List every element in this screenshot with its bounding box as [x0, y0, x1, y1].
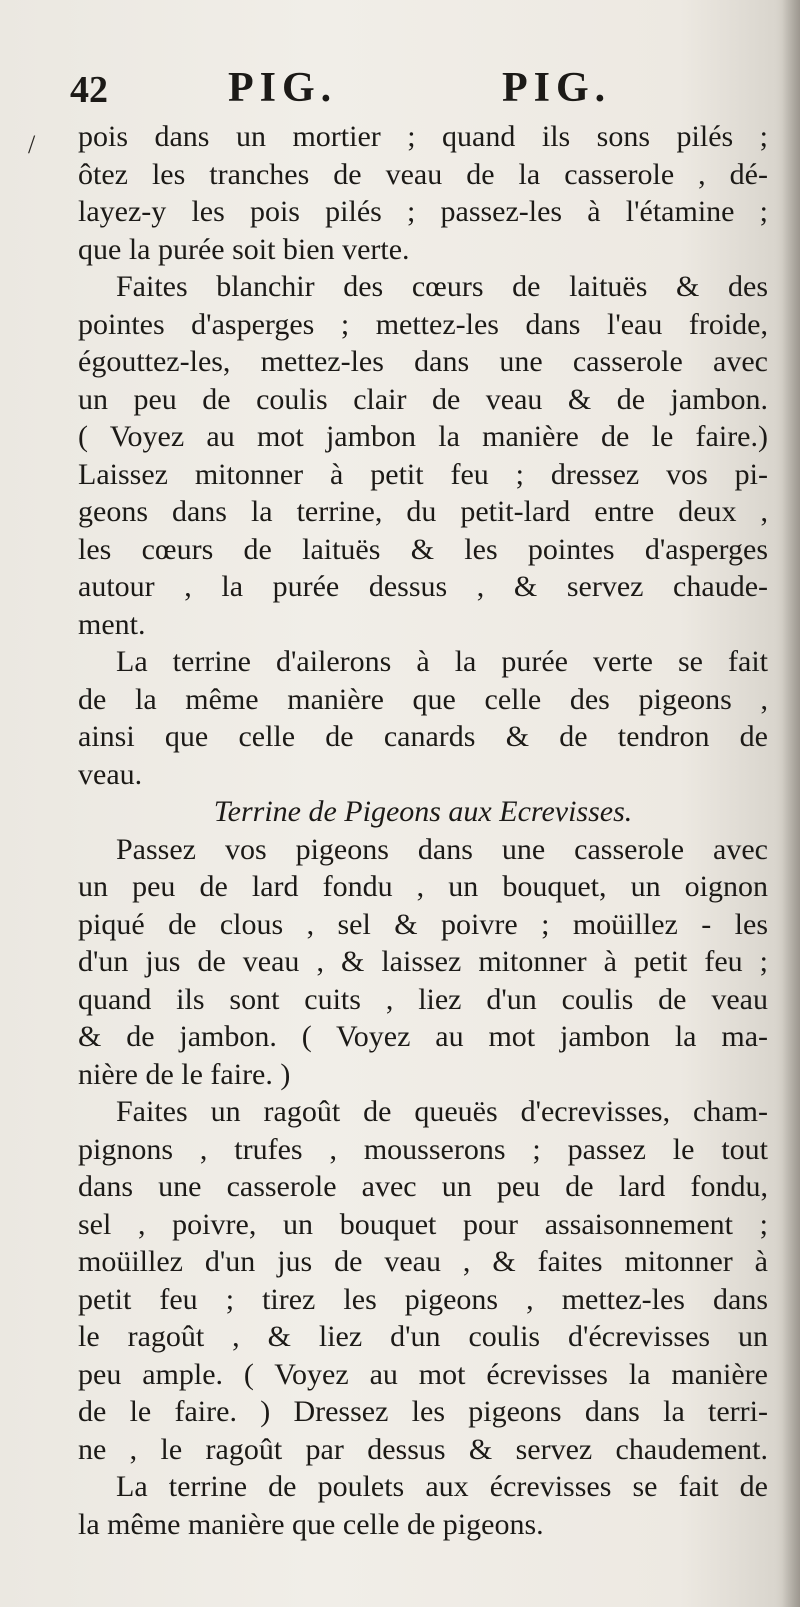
text-line: que la purée soit bien verte.	[78, 232, 410, 266]
text-line: dans une casserole avec un peu de lard fondu,	[78, 1170, 768, 1203]
text-line: un peu de coulis clair de veau & de jambon.	[78, 382, 768, 416]
text-line: petit feu ; tirez les pigeons , mettez-les dans	[78, 1282, 768, 1316]
text-line: peu ample. ( Voyez au mot écrevisses la manière	[78, 1357, 768, 1391]
text-line: ôtez les tranches de veau de la casserole , dé-	[78, 157, 768, 191]
text-line: pois dans un mortier ; quand ils sons pilés ;	[78, 120, 768, 153]
text-line: ainsi que celle de canards & de tendron de	[78, 720, 768, 753]
text-line: & de jambon. ( Voyez au mot jambon la ma-	[78, 1020, 768, 1053]
text-line: Laissez mitonner à petit feu ; dressez vos pi-	[78, 457, 768, 491]
text-line: Faites un ragoût de queuës d'ecrevisses, cham-	[116, 1095, 768, 1128]
text-line: pointes d'asperges ; mettez-les dans l'eau froide,	[78, 307, 768, 341]
running-head-left: PIG.	[228, 65, 338, 111]
body-text	[78, 118, 768, 1543]
text-line: Faites blanchir des cœurs de laituës & des	[116, 270, 768, 303]
text-line: La terrine de poulets aux écrevisses se fait de	[116, 1470, 768, 1503]
text-line: les cœurs de laituës & les pointes d'asperges	[78, 532, 768, 566]
text-line: un peu de lard fondu , un bouquet, un oignon	[78, 870, 768, 903]
text-line: veau.	[78, 757, 143, 791]
page-number: 42	[70, 69, 108, 111]
text-line: autour , la purée dessus , & servez chaude-	[78, 570, 768, 603]
text-line: quand ils sont cuits , liez d'un coulis de veau	[78, 982, 768, 1016]
text-line: layez-y les pois pilés ; passez-les à l'étamine ;	[78, 195, 768, 228]
text-line: ne , le ragoût par dessus & servez chaudement.	[78, 1432, 768, 1466]
margin-mark: /	[28, 130, 36, 159]
text-line: égouttez-les, mettez-les dans une casserole avec	[78, 345, 768, 378]
running-head-right: PIG.	[502, 65, 612, 111]
section-heading: Terrine de Pigeons aux Ecrevisses.	[213, 795, 633, 828]
text-line: nière de le faire. )	[78, 1057, 291, 1091]
text-line: le ragoût , & liez d'un coulis d'écrevisses un	[78, 1320, 768, 1353]
text-line: pignons , trufes , mousserons ; passez le tout	[78, 1132, 768, 1166]
page-header	[70, 64, 710, 114]
text-line: La terrine d'ailerons à la purée verte se fait	[116, 645, 768, 678]
text-line: de le faire. ) Dressez les pigeons dans la terri-	[78, 1395, 768, 1428]
page-edge-shadow	[782, 0, 800, 1607]
text-line: sel , poivre, un bouquet pour assaisonnement ;	[78, 1207, 768, 1241]
text-line: piqué de clous , sel & poivre ; moüillez - les	[78, 907, 768, 941]
text-line: geons dans la terrine, du petit-lard entre deux ,	[78, 495, 768, 528]
text-line: ment.	[78, 607, 146, 641]
text-line: d'un jus de veau , & laissez mitonner à petit feu ;	[78, 945, 768, 978]
text-line: de la même manière que celle des pigeons ,	[78, 682, 768, 716]
text-line: ( Voyez au mot jambon la manière de le faire.)	[78, 420, 768, 453]
text-line: la même manière que celle de pigeons.	[78, 1507, 544, 1541]
text-line: Passez vos pigeons dans une casserole avec	[116, 832, 768, 866]
text-line: moüillez d'un jus de veau , & faites mitonner à	[78, 1245, 768, 1278]
